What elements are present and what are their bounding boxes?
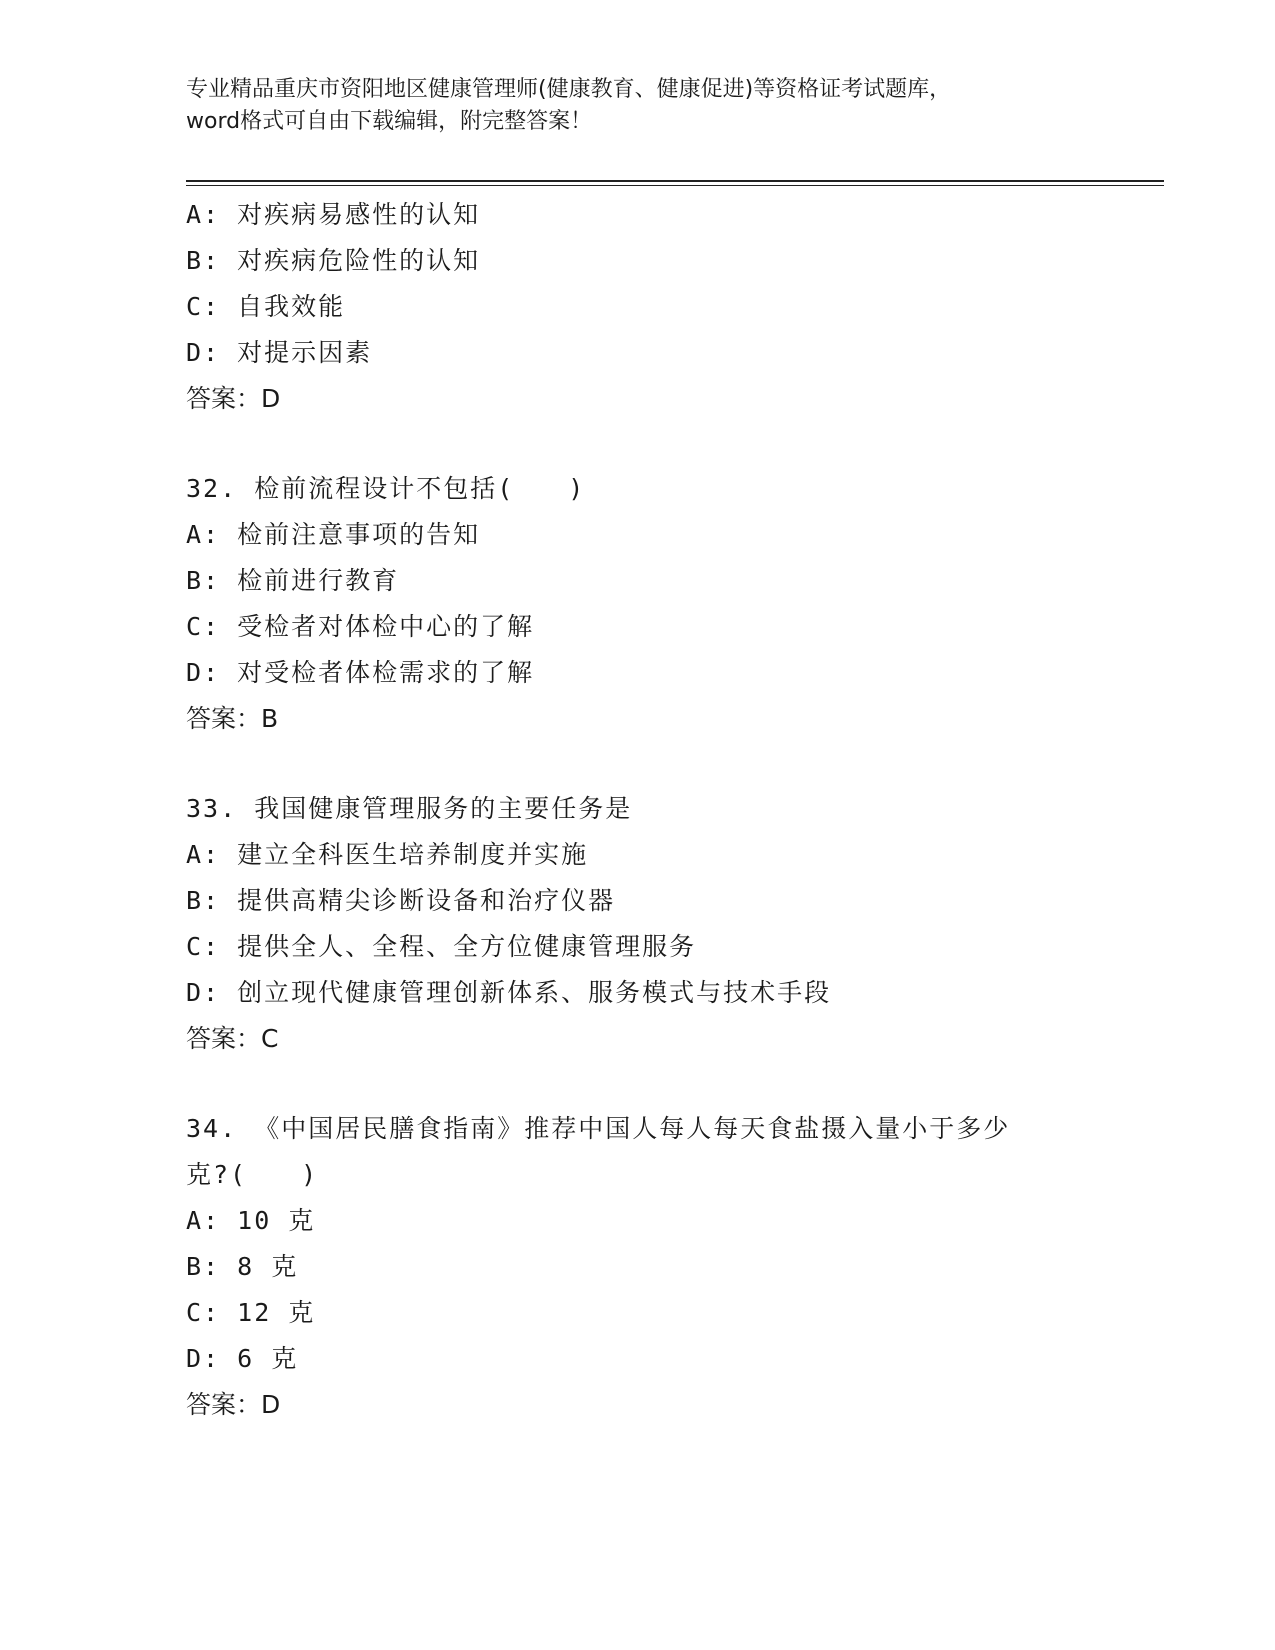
answer: 答案：D	[186, 1390, 281, 1419]
option-d: D: 对受检者体检需求的了解	[186, 658, 535, 687]
question-block-33	[186, 786, 1136, 1062]
option-a: A: 检前注意事项的告知	[186, 520, 481, 549]
option-d: D: 对提示因素	[186, 338, 373, 367]
answer: 答案：D	[186, 384, 281, 413]
header-line-2: word格式可自由下载编辑，附完整答案！	[186, 109, 593, 134]
option-c: C: 受检者对体检中心的了解	[186, 612, 535, 641]
option-c: C: 12 克	[186, 1298, 316, 1327]
question-block-prev	[186, 192, 1136, 422]
option-b: B: 8 克	[186, 1252, 299, 1281]
question-text: 33. 我国健康管理服务的主要任务是	[186, 794, 633, 823]
option-d: D: 6 克	[186, 1344, 299, 1373]
option-a: A: 对疾病易感性的认知	[186, 200, 481, 229]
answer: 答案：B	[186, 704, 279, 733]
question-block-32	[186, 466, 1136, 742]
header-divider-thin	[186, 185, 1164, 186]
option-c: C: 自我效能	[186, 292, 346, 321]
option-b: B: 检前进行教育	[186, 566, 400, 595]
document-header	[186, 74, 1086, 138]
option-a: A: 建立全科医生培养制度并实施	[186, 840, 589, 869]
option-a: A: 10 克	[186, 1206, 316, 1235]
option-d: D: 创立现代健康管理创新体系、服务模式与技术手段	[186, 978, 832, 1007]
question-text-line-2: 克?( )	[186, 1160, 319, 1189]
question-list	[186, 192, 1136, 1428]
header-line-1: 专业精品重庆市资阳地区健康管理师(健康教育、健康促进)等资格证考试题库，	[186, 77, 952, 102]
option-b: B: 对疾病危险性的认知	[186, 246, 481, 275]
question-text-line-1: 34. 《中国居民膳食指南》推荐中国人每人每天食盐摄入量小于多少	[186, 1114, 1011, 1143]
answer: 答案：C	[186, 1024, 279, 1053]
question-block-34	[186, 1106, 1136, 1428]
question-text: 32. 检前流程设计不包括( )	[186, 474, 586, 503]
option-b: B: 提供高精尖诊断设备和治疗仪器	[186, 886, 616, 915]
option-c: C: 提供全人、全程、全方位健康管理服务	[186, 932, 697, 961]
header-divider-thick	[186, 180, 1164, 182]
